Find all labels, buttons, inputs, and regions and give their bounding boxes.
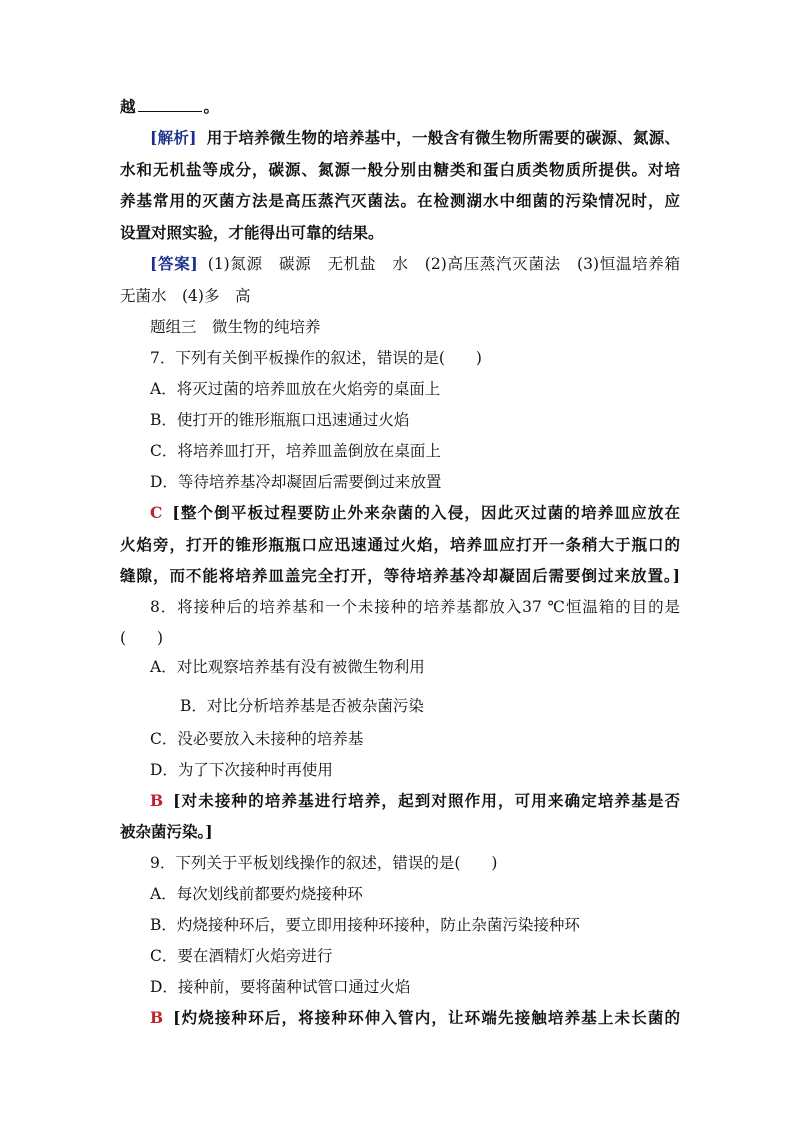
answer-line-1: [答案] (1)氮源 碳源 无机盐 水 (2)高压蒸汽灭菌法 (3)恒温培养箱 — [150, 254, 680, 273]
q7-answer-letter: C — [150, 503, 163, 522]
answer-tag: [答案] — [150, 254, 198, 273]
section-title: 题组三 微生物的纯培养 — [150, 318, 321, 336]
q8-answer-letter: B — [150, 791, 164, 810]
q8-option-c: C．没必要放入未接种的培养基 — [150, 730, 364, 748]
q8-option-b: B．对比分析培养基是否被杂菌污染 — [180, 697, 424, 715]
q7-option-d: D．等待培养基冷却凝固后需要倒过来放置 — [150, 473, 442, 491]
continuation-line — [120, 97, 680, 117]
answer-blank — [138, 97, 202, 112]
q9-answer-letter: B — [150, 1008, 164, 1027]
q9-option-c: C．要在酒精灯火焰旁进行 — [150, 947, 333, 965]
q8-explanation-line-1: B [对未接种的培养基进行培养，起到对照作用，可用来确定培养基是否 — [150, 791, 680, 810]
q7-option-c: C．将培养皿打开，培养皿盖倒放在桌面上 — [150, 442, 441, 460]
continuation-prefix: 越 — [120, 97, 136, 116]
analysis-tag: [解析] — [150, 128, 197, 147]
q8-stem-line-2: ( ) — [120, 629, 164, 647]
q9-stem: 9．下列关于平板划线操作的叙述，错误的是( ) — [150, 854, 498, 872]
q7-option-a: A．将灭过菌的培养皿放在火焰旁的桌面上 — [150, 380, 441, 398]
q7-explanation-line-3: 缝隙，而不能将培养皿盖完全打开，等待培养基冷却凝固后需要倒过来放置。] — [120, 566, 680, 585]
q9-option-b: B．灼烧接种环后，要立即用接种环接种，防止杂菌污染接种环 — [150, 916, 580, 934]
q9-explanation-line-1: B [灼烧接种环后，将接种环伸入管内，让环端先接触培养基上未长菌的 — [150, 1008, 680, 1027]
q8-stem-line-1: 8．将接种后的培养基和一个未接种的培养基都放入37 ℃恒温箱的目的是 — [150, 598, 680, 616]
q7-explanation-line-2: 火焰旁，打开的锥形瓶瓶口应迅速通过火焰，培养皿应打开一条稍大于瓶口的 — [120, 535, 680, 554]
q7-explanation-line-1: C [整个倒平板过程要防止外来杂菌的入侵，因此灭过菌的培养皿应放在 — [150, 503, 680, 522]
q9-option-d: D．接种前，要将菌种试管口通过火焰 — [150, 978, 411, 996]
analysis-line-4: 设置对照实验，才能得出可靠的结果。 — [120, 223, 384, 242]
analysis-line-1: [解析] 用于培养微生物的培养基中，一般含有微生物所需要的碳源、氮源、 — [150, 128, 680, 147]
q7-stem: 7．下列有关倒平板操作的叙述，错误的是( ) — [150, 349, 482, 367]
q8-option-a: A．对比观察培养基有没有被微生物利用 — [150, 658, 425, 676]
q8-option-d: D．为了下次接种时再使用 — [150, 761, 333, 779]
q9-option-a: A．每次划线前都要灼烧接种环 — [150, 885, 363, 903]
analysis-line-3: 养基常用的灭菌方法是高压蒸汽灭菌法。在检测湖水中细菌的污染情况时，应 — [120, 191, 680, 210]
answer-line-2: 无菌水 (4)多 高 — [120, 287, 251, 305]
q7-option-b: B．使打开的锥形瓶瓶口迅速通过火焰 — [150, 411, 410, 429]
continuation-suffix: 。 — [203, 97, 220, 116]
q8-explanation-line-2: 被杂菌污染。] — [120, 822, 213, 841]
analysis-line-2: 水和无机盐等成分，碳源、氮源一般分别由糖类和蛋白质类物质所提供。对培 — [120, 160, 680, 179]
